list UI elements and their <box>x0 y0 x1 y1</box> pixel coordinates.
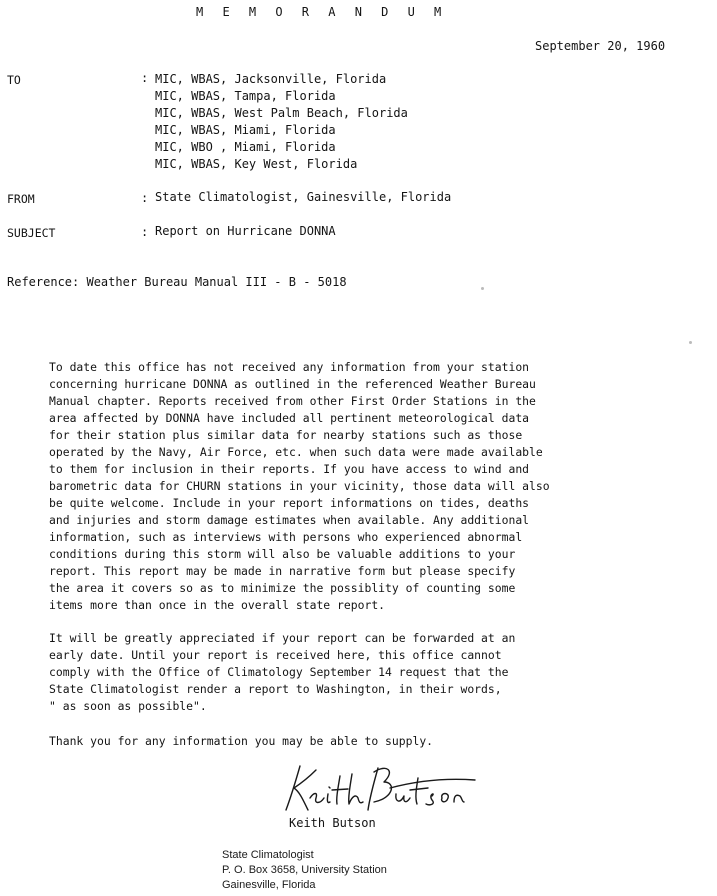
subject-colon: : <box>141 225 149 239</box>
body-line: report. This report may be made in narrative form but please specify <box>49 564 516 578</box>
body-line: early date. Until your report is received here, this office cannot <box>49 648 502 662</box>
memo-date: September 20, 1960 <box>535 39 666 53</box>
recipient-item: MIC, WBAS, Miami, Florida <box>155 123 336 137</box>
body-line: information, such as interviews with persons who experienced abnormal <box>49 530 523 544</box>
body-line: conditions during this storm will also be valuable additions to your <box>49 547 516 561</box>
body-line: items more than once in the overall state report. <box>49 598 386 612</box>
recipient-list <box>155 71 408 173</box>
body-line: State Climatologist render a report to Washington, in their words, <box>49 682 502 696</box>
body-line: operated by the Navy, Air Force, etc. when such data were made available <box>49 445 543 459</box>
reference-line: Reference: Weather Bureau Manual III - B - 5018 <box>7 275 347 289</box>
body-line: to them for inclusion in their reports. If you have access to wind and <box>49 462 530 476</box>
to-label: TO <box>7 73 21 87</box>
body-line: be quite welcome. Include in your report informations on tides, deaths <box>49 496 530 510</box>
recipient-item: MIC, WBAS, Tampa, Florida <box>155 89 336 103</box>
to-colon: : <box>141 71 149 85</box>
body-line: and injuries and storm damage estimates when available. Any additional <box>49 513 530 527</box>
body-paragraph-3 <box>49 733 699 750</box>
body-line: Thank you for any information you may be able to supply. <box>49 734 434 748</box>
body-line: concerning hurricane DONNA as outlined in the referenced Weather Bureau <box>49 377 536 391</box>
paper-speck <box>481 287 484 290</box>
signer-name: Keith Butson <box>289 816 376 830</box>
body-line: the area it covers so as to minimize the possiblity of counting some <box>49 581 516 595</box>
memo-title: M E M O R A N D U M <box>196 5 448 19</box>
body-paragraph-2 <box>49 630 699 715</box>
stamp-line: Gainesville, Florida <box>222 879 316 891</box>
from-value: State Climatologist, Gainesville, Florida <box>155 190 452 204</box>
stamp-line: P. O. Box 3658, University Station <box>222 864 387 876</box>
stamp-line: State Climatologist <box>222 849 314 861</box>
body-line: for their station plus similar data for nearby stations such as those <box>49 428 523 442</box>
recipient-item: MIC, WBAS, Jacksonville, Florida <box>155 72 387 86</box>
body-line: To date this office has not received any information from your station <box>49 360 530 374</box>
body-line: Manual chapter. Reports received from other First Order Stations in the <box>49 394 536 408</box>
body-line: " as soon as possible". <box>49 699 207 713</box>
address-stamp <box>222 848 387 893</box>
body-paragraph-1 <box>49 359 699 614</box>
recipient-item: MIC, WBO , Miami, Florida <box>155 140 336 154</box>
paper-speck <box>689 341 692 344</box>
body-line: area affected by DONNA have included all pertinent meteorological data <box>49 411 530 425</box>
handwritten-signature <box>270 758 480 820</box>
recipient-item: MIC, WBAS, West Palm Beach, Florida <box>155 106 408 120</box>
from-colon: : <box>141 191 149 205</box>
body-line: barometric data for CHURN stations in your vicinity, those data will also <box>49 479 550 493</box>
body-line: It will be greatly appreciated if your report can be forwarded at an <box>49 631 516 645</box>
subject-label: SUBJECT <box>7 226 56 240</box>
recipient-item: MIC, WBAS, Key West, Florida <box>155 157 358 171</box>
from-label: FROM <box>7 192 35 206</box>
subject-value: Report on Hurricane DONNA <box>155 224 336 238</box>
body-line: comply with the Office of Climatology September 14 request that the <box>49 665 509 679</box>
